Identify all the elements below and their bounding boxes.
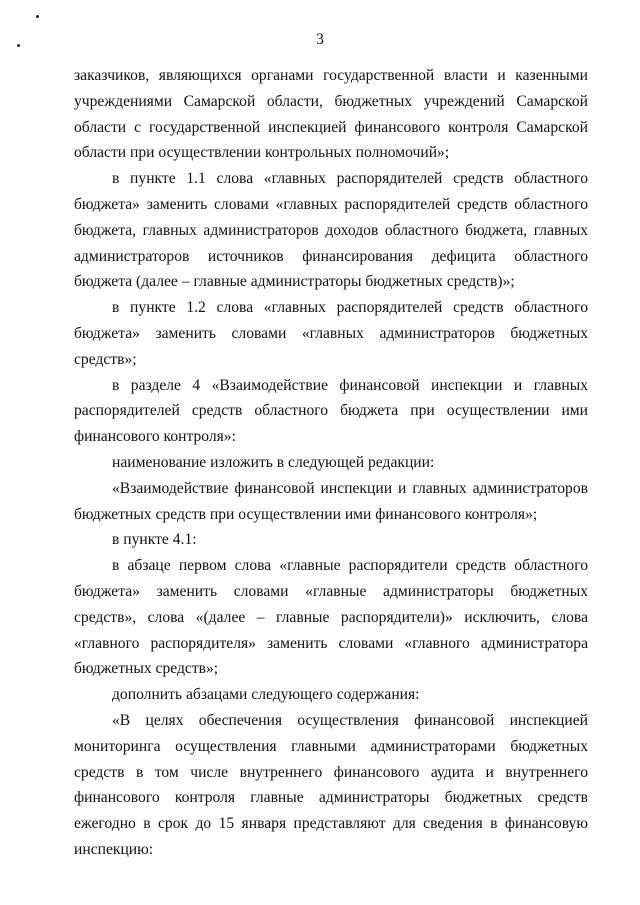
paragraph-add-abzacs: дополнить абзацами следующего содержания: bbox=[112, 686, 420, 704]
document-body bbox=[74, 63, 588, 863]
paragraph-item-4-1: в пункте 4.1: bbox=[112, 531, 197, 549]
paragraph-continuation: заказчиков, являющихся органами государственной власти и казенными учреждениями Самарской области, бюджетных учреждений Самарской области с государственной инспекцией финансового контроля Самарской области при осуществлении контрольных полномочий»; bbox=[74, 67, 588, 162]
paragraph-section-4: в разделе 4 «Взаимодействие финансовой инспекции и главных распорядителей средств областного бюджета при осуществлении ими финансового контроля»: bbox=[74, 376, 588, 446]
paragraph-first-abzac: в абзаце первом слова «главные распорядители средств областного бюджета» заменить словами «главные администраторы бюджетных средств», слова «(далее – главные распорядители)» исключить, слова «главного распорядителя» заменить словами «главного администратора бюджетных средств»; bbox=[74, 557, 588, 678]
scan-mark bbox=[36, 15, 39, 18]
paragraph-new-title: «Взаимодействие финансовой инспекции и главных администраторов бюджетных средств при осуществлении ими финансового контроля»; bbox=[74, 479, 588, 523]
paragraph-monitoring: «В целях обеспечения осуществления финансовой инспекцией мониторинга осуществления главными администраторами бюджетных средств в том числе внутреннего финансового аудита и внутреннего финансового контроля главные администраторы бюджетных средств ежегодно в срок до 15 января представляют для сведения в финансовую инспекцию: bbox=[74, 711, 588, 858]
page-number: 3 bbox=[316, 31, 324, 48]
paragraph-item-1-2: в пункте 1.2 слова «главных распорядителей средств областного бюджета» заменить словами «главных администраторов бюджетных средств»; bbox=[74, 299, 588, 368]
paragraph-item-1-1: в пункте 1.1 слова «главных распорядителей средств областного бюджета» заменить словами «главных распорядителей средств областного бюджета, главных администраторов доходов областного бюджета, главных администраторов источников финансирования дефицита областного бюджета (далее – главные администраторы бюджетных средств)»; bbox=[74, 170, 588, 291]
paragraph-title-change: наименование изложить в следующей редакции: bbox=[112, 453, 435, 471]
